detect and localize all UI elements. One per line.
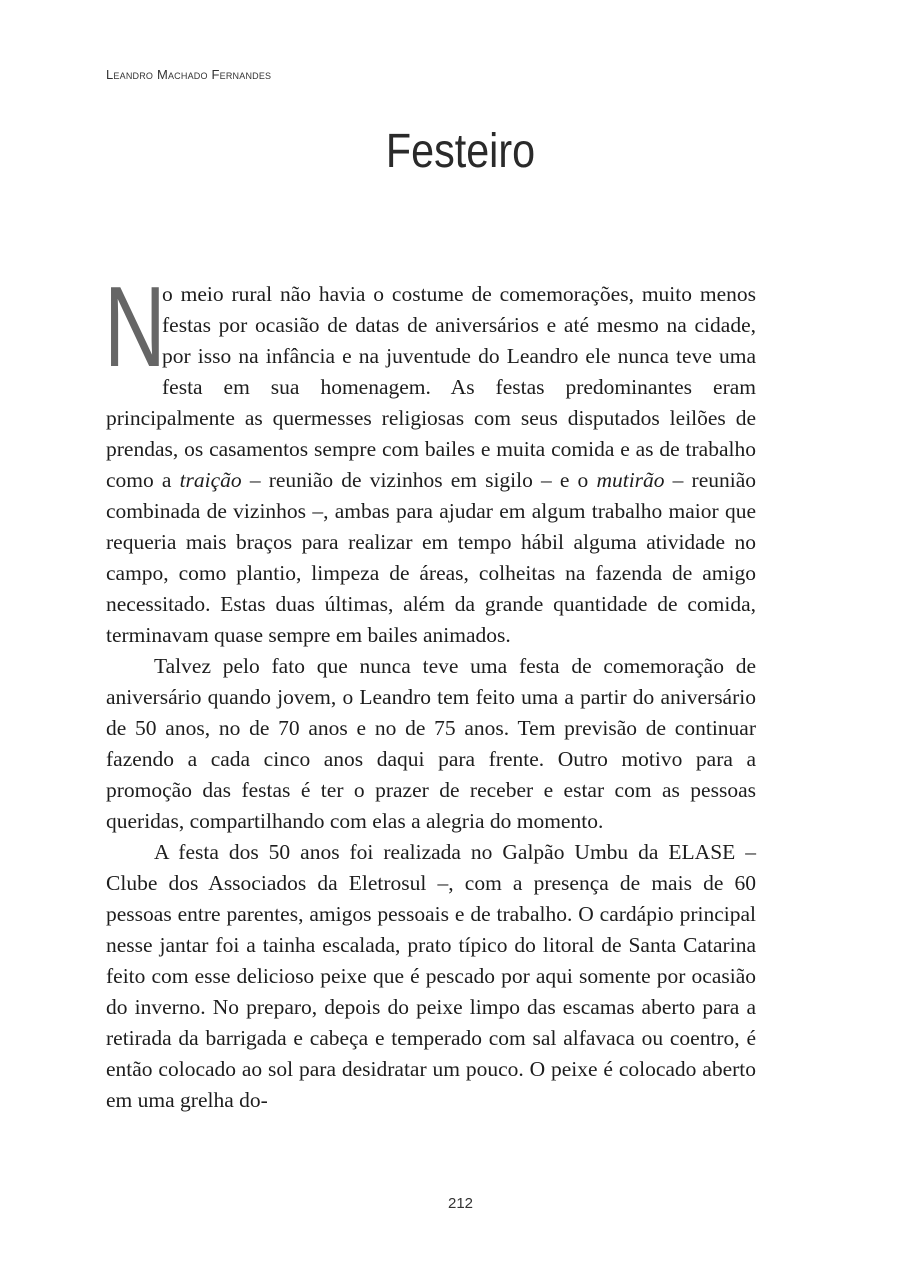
paragraph-1-text-b: – reunião de vizinhos em sigilo – e o (241, 468, 597, 492)
term-traicao: traição (179, 468, 242, 492)
paragraph-2: Talvez pelo fato que nunca teve uma festa de comemoração de aniversário quando jovem, o Leandro tem feito uma a partir do aniversário de 50 anos, no de 70 anos e no de 75 anos. Tem previsão de continuar fazendo a cada cinco anos daqui para frente. Outro motivo para a promoção das festas é ter o prazer de receber e estar com as pessoas queridas, compartilhando com elas a alegria do momento. (106, 654, 756, 833)
page-number: 212 (447, 1195, 474, 1212)
paragraph-1-text-a: o meio rural não havia o costume de comemorações, muito menos festas por ocasião de datas de aniversários e até mesmo na cidade, por isso na infância e na juventude do Leandro ele nunca teve uma festa em sua homenagem. As festas predominantes eram principalmente as quermesses religiosas com seus disputados leilões de prendas, os casamentos sempre com bailes e muita comida e as de trabalho como a (106, 282, 756, 492)
body-text (104, 264, 757, 1116)
drop-cap: N (104, 264, 166, 391)
term-mutirao: mutirão (596, 468, 665, 492)
paragraph-1 (104, 264, 757, 651)
chapter-title: Festeiro (385, 125, 536, 179)
paragraph-3: A festa dos 50 anos foi realizada no Galpão Umbu da ELASE – Clube dos Associados da Eletrosul –, com a presença de mais de 60 pessoas entre parentes, amigos pessoais e de trabalho. O cardápio principal nesse jantar foi a tainha escalada, prato típico do litoral de Santa Catarina feito com esse delicioso peixe que é pescado por aqui somente por ocasião do inverno. No preparo, depois do peixe limpo das escamas aberto para a retirada da barrigada e cabeça e temperado com sal alfavaca ou coentro, é então colocado ao sol para desidratar um pouco. O peixe é colocado aberto em uma grelha do- (106, 840, 756, 1112)
running-header: Leandro Machado Fernandes (106, 67, 272, 82)
paragraph-1-text-c: – reunião combinada de vizinhos –, ambas para ajudar em algum trabalho maior que requeria mais braços para realizar em tempo hábil alguma atividade no campo, como plantio, limpeza de áreas, colheitas na fazenda de amigo necessitado. Estas duas últimas, além da grande quantidade de comida, terminavam quase sempre em bailes animados. (106, 468, 757, 647)
